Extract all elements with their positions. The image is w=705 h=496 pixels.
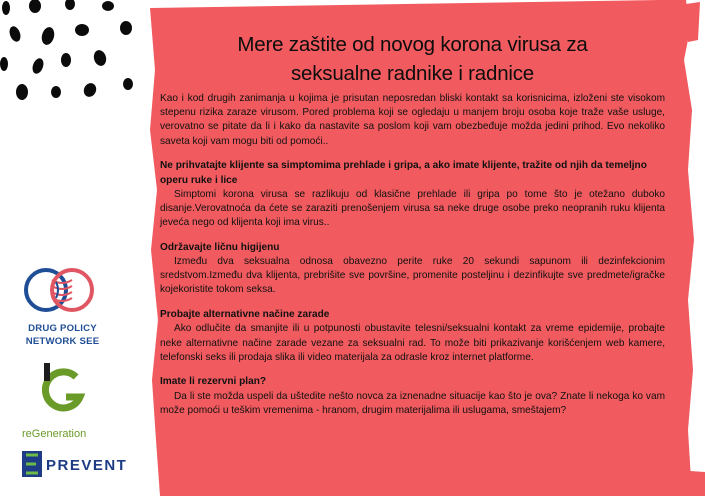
dot — [120, 21, 132, 35]
dot — [61, 53, 71, 67]
dot — [82, 81, 99, 99]
section-alternatives — [160, 308, 665, 365]
section-body: Između dva seksualna odnosa obavezno perite ruke 20 sekundi sapunom ili dezinfekcionim sredstvom.Između dva klijenta, prebrišite sve površine, promenite posteljinu i dezinfikujte sve predmete/igračke kojekoristite tokom seksa. — [160, 256, 665, 296]
dot — [16, 84, 28, 100]
rg-g-arc — [45, 372, 80, 408]
dot — [29, 0, 41, 13]
section-heading: Održavajte ličnu higijenu — [160, 241, 280, 253]
section-hygiene — [160, 241, 665, 298]
regeneration-logo-icon — [40, 363, 90, 415]
rg-bar — [44, 363, 50, 381]
dot — [65, 0, 75, 10]
dp-text-line-2: NETWORK SEE — [25, 335, 100, 347]
section-heading: Probajte alternativne načine zarade — [160, 309, 330, 321]
dot — [0, 57, 8, 71]
title-line-2: seksualne radnike i radnice — [290, 62, 535, 85]
dot — [123, 78, 133, 90]
title-line-1: Mere zaštite od novog korona virusa za — [237, 33, 588, 56]
section-body: Da li ste možda uspeli da uštedite nešto novca za iznenadne situacije kao što je ova? Znate li nekoga ko vam može pomoći u teškim vremenima - hranom, drugim materijalima ili uslugama, smeštajem? — [160, 390, 665, 416]
coral-panel-bottom-tail — [672, 470, 705, 496]
intro-paragraph: Kao i kod drugih zanimanja u kojima je prisutan neposredan bliski kontakt sa korisnicima, izloženi ste visokom stepenu rizika zaraze virusom. Pored problema koji se ogledaju u manjem broju osoba koje traže vaše usluge, verovatno se pitate da li i kako da nastavite sa poslom koji vam obezbeđuje možda jedini prihod. Evo nekoliko saveta koji vam mogu biti od pomoći.. — [160, 93, 665, 147]
decorative-dots — [0, 0, 140, 120]
drug-policy-network-text — [10, 323, 115, 348]
dot — [51, 86, 61, 98]
dot — [75, 24, 89, 36]
partner-logos — [0, 255, 150, 496]
eprevent-logo-icon — [22, 451, 132, 477]
dot — [2, 1, 10, 15]
page-title — [160, 30, 665, 88]
dot — [92, 49, 108, 68]
dot — [40, 26, 56, 46]
section-body: Ako odlučite da smanjite ili u potpunosti obustavite telesni/seksualni kontakt za vreme epidemije, probajte neke alternativne načine zarade vezane za seksualni rad. To može biti prikazivanje korišćenjem web kamere, telefonski seks ili prodaja slika ili video materijala za odrasle kroz internet platforme. — [160, 323, 665, 363]
dot — [8, 25, 23, 43]
eprevent-text: PREVENT — [46, 457, 128, 474]
section-heading: Imate li rezervni plan? — [160, 376, 267, 388]
section-symptoms — [160, 159, 665, 230]
dot — [31, 57, 46, 75]
regeneration-text: reGeneration — [22, 428, 87, 440]
coral-panel-edge-streak — [686, 2, 700, 42]
section-heading: Ne prihvatajte klijente sa simptomima prehlade i gripa, a ako imate klijente, tražite od njih da temeljno operu ruke i lice — [160, 160, 647, 186]
drug-policy-network-logo-icon — [22, 260, 100, 320]
dp-text-line-1: DRUG POLICY — [28, 323, 97, 334]
dot — [102, 1, 114, 11]
dp-weave-blue — [56, 282, 58, 298]
document-body — [160, 30, 665, 490]
section-body: Simptomi korona virusa se razlikuju od klasične prehlade ili gripa po tome što je otežano duboko disanje.Verovatnoća da ćete se zaraziti prenošenjem virusa sa neke druge osobe preko neopranih ruku klijenta jeveća nego od klijenta koji ima virus.. — [160, 188, 665, 229]
section-backup-plan — [160, 375, 665, 418]
